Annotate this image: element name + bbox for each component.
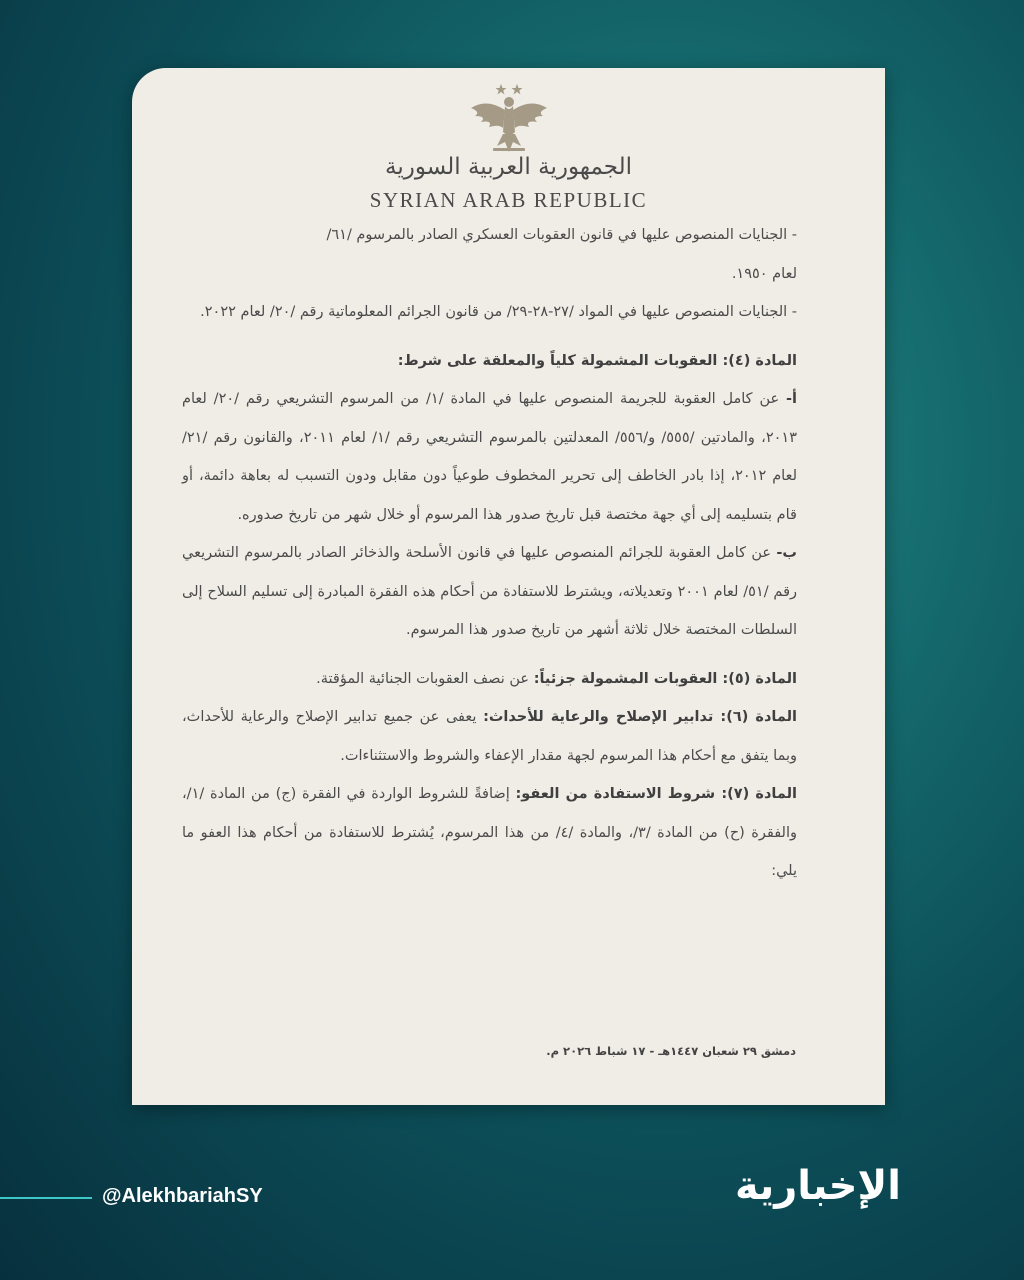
article-7: المادة (٧): شروط الاستفادة من العفو: إضافةً للشروط الواردة في الفقرة (ج) من المادة /١/، والفقرة (ح) من المادة /٣/، والمادة /٤/ من هذا المرسوم، يُشترط للاستفادة من أحكام هذا العفو ما يلي: xyxy=(182,786,797,879)
list-item: لعام ١٩٥٠. xyxy=(731,265,797,282)
article-4-title: المادة (٤): العقوبات المشمولة كلياً والمعلقة على شرط: xyxy=(397,352,797,369)
header-arabic: الجمهورية العربية السورية xyxy=(385,154,632,180)
decree-document xyxy=(132,68,885,1105)
article-6: المادة (٦): تدابير الإصلاح والرعاية للأحداث: يعفى عن جميع تدابير الإصلاح والرعاية للأحداث، وبما يتفق مع أحكام هذا المرسوم لجهة مقدار الإعفاء والشروط والاستثناءات. xyxy=(182,709,797,764)
accent-line xyxy=(0,1197,92,1199)
article-4-clause-a: أ- عن كامل العقوبة للجريمة المنصوص عليها في المادة /١/ من المرسوم التشريعي رقم /٢٠/ لعام ٢٠١٣، والمادتين /٥٥٥/ و/٥٥٦/ المعدلتين بالمرسوم التشريعي رقم /١/ لعام ٢٠١١، والقانون رقم /٢١/ لعام ٢٠١٢، إذا بادر الخاطف إلى تحرير المخطوف طوعياً دون مقابل ودون التسبب له بعاهة دائمة، أو قام بتسليمه إلى أي جهة مختصة قبل تاريخ صدور هذا المرسوم أو خلال شهر من تاريخ صدوره. xyxy=(182,391,797,523)
channel-logo: الإخبارية xyxy=(735,1163,901,1209)
article-5: المادة (٥): العقوبات المشمولة جزئياً: عن نصف العقوبات الجنائية المؤقتة. xyxy=(316,670,797,687)
eagle-emblem-icon xyxy=(467,82,551,156)
article-4-clause-b: ب- عن كامل العقوبة للجرائم المنصوص عليها في قانون الأسلحة والذخائر الصادر بالمرسوم التشريعي رقم /٥١/ لعام ٢٠٠١ وتعديلاته، ويشترط للاستفادة من أحكام هذه الفقرة المبادرة إلى تسليم السلاح إلى السلطات المختصة خلال ثلاثة أشهر من تاريخ صدور هذا المرسوم. xyxy=(182,545,797,638)
document-body xyxy=(182,216,797,891)
list-item: - الجنايات المنصوص عليها في قانون العقوبات العسكري الصادر بالمرسوم /٦١/ xyxy=(326,227,797,243)
header-english: SYRIAN ARAB REPUBLIC xyxy=(369,188,648,212)
social-handle[interactable]: @AlekhbariahSY xyxy=(102,1185,263,1207)
date-signature: دمشق ٢٩ شعبان ١٤٤٧هـ - ١٧ شباط ٢٠٢٦ م. xyxy=(546,1044,796,1058)
list-item: - الجنايات المنصوص عليها في المواد /٢٧-٢٨-٢٩/ من قانون الجرائم المعلوماتية رقم /٢٠/ لعام ٢٠٢٢. xyxy=(200,304,797,320)
